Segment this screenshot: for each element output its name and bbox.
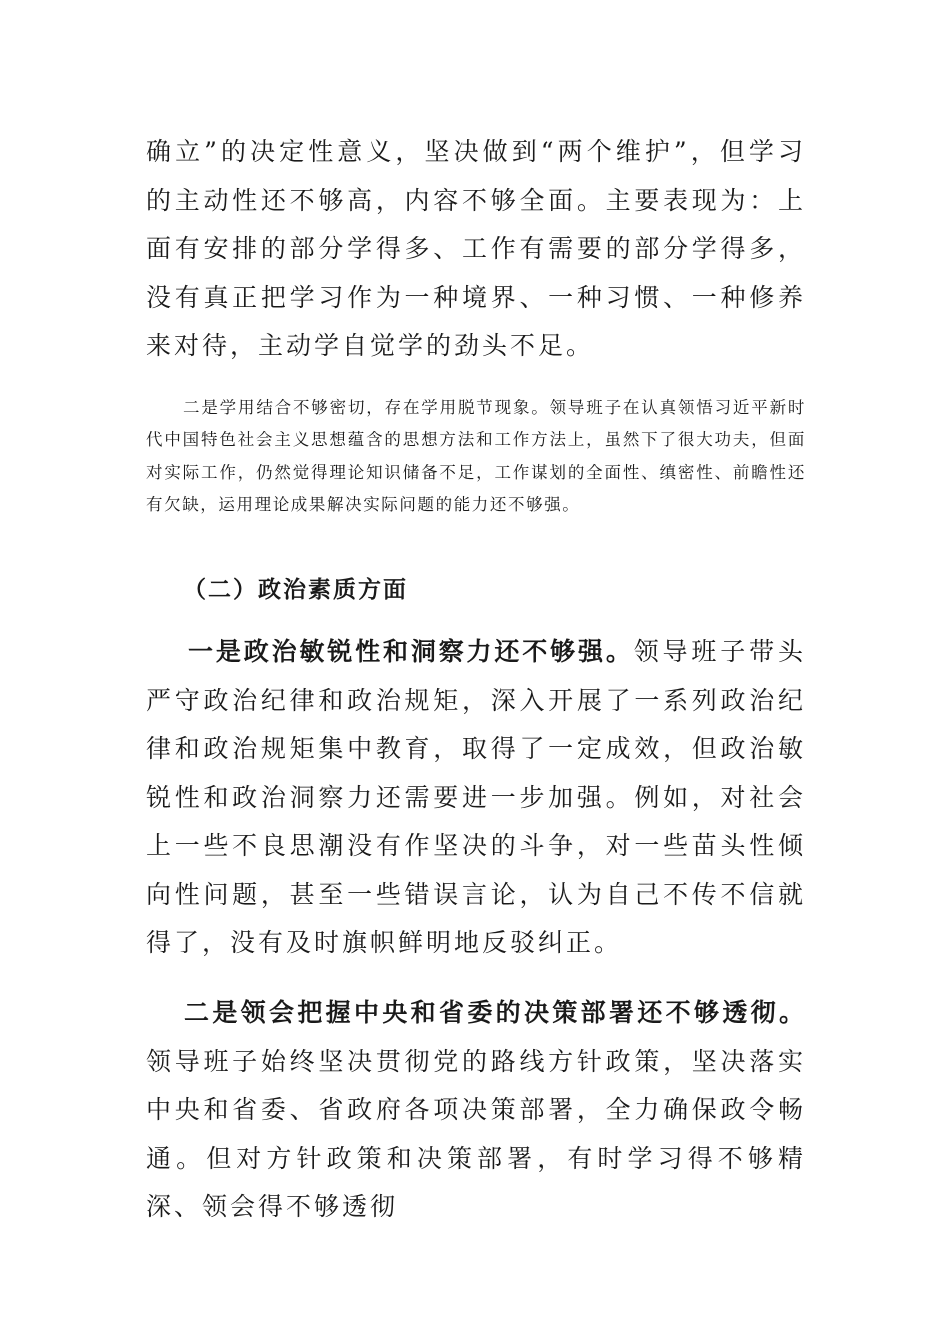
paragraph-body-political-sensitivity: 领导班子带头严守政治纪律和政治规矩，深入开展了一系列政治纪律和政治规矩集中教育，取得了一定成效，但政治敏锐性和政治洞察力还需要进一步加强。例如，对社会上一些不良思潮没有作坚决的斗争，对一些苗头性倾向性问题，甚至一些错误言论，认为自己不传不信就得了，没有及时旗帜鲜明地反驳纠正。: [146, 637, 806, 957]
section-heading-political-quality: （二）政治素质方面: [183, 577, 408, 603]
paragraph-political-sensitivity: [146, 628, 806, 968]
paragraph-policy-understanding: [146, 989, 806, 1232]
paragraph-study-application: 二是学用结合不够密切，存在学用脱节现象。领导班子在认真领悟习近平新时代中国特色社会主义思想蕴含的思想方法和工作方法上，虽然下了很大功夫，但面对实际工作，仍然觉得理论知识储备不足，工作谋划的全面性、缜密性、前瞻性还有欠缺，运用理论成果解决实际问题的能力还不够强。: [146, 398, 806, 514]
paragraph-lead-policy-understanding: 二是领会把握中央和省委的决策部署还不够透彻。: [184, 998, 806, 1027]
paragraph-body-policy-understanding: 领导班子始终坚决贯彻党的路线方针政策，坚决落实中央和省委、省政府各项决策部署，全力确保政令畅通。但对方针政策和决策部署，有时学习得不够精深、领会得不够透彻: [146, 1046, 806, 1221]
paragraph-lead-political-sensitivity: 一是政治敏锐性和洞察力还不够强。: [188, 637, 634, 666]
paragraph-study-initiative: 确立”的决定性意义，坚决做到“两个维护”，但学习的主动性还不够高，内容不够全面。主要表现为：上面有安排的部分学得多、工作有需要的部分学得多，没有真正把学习作为一种境界、一种习惯、一种修养来对待，主动学自觉学的劲头不足。: [146, 137, 806, 360]
